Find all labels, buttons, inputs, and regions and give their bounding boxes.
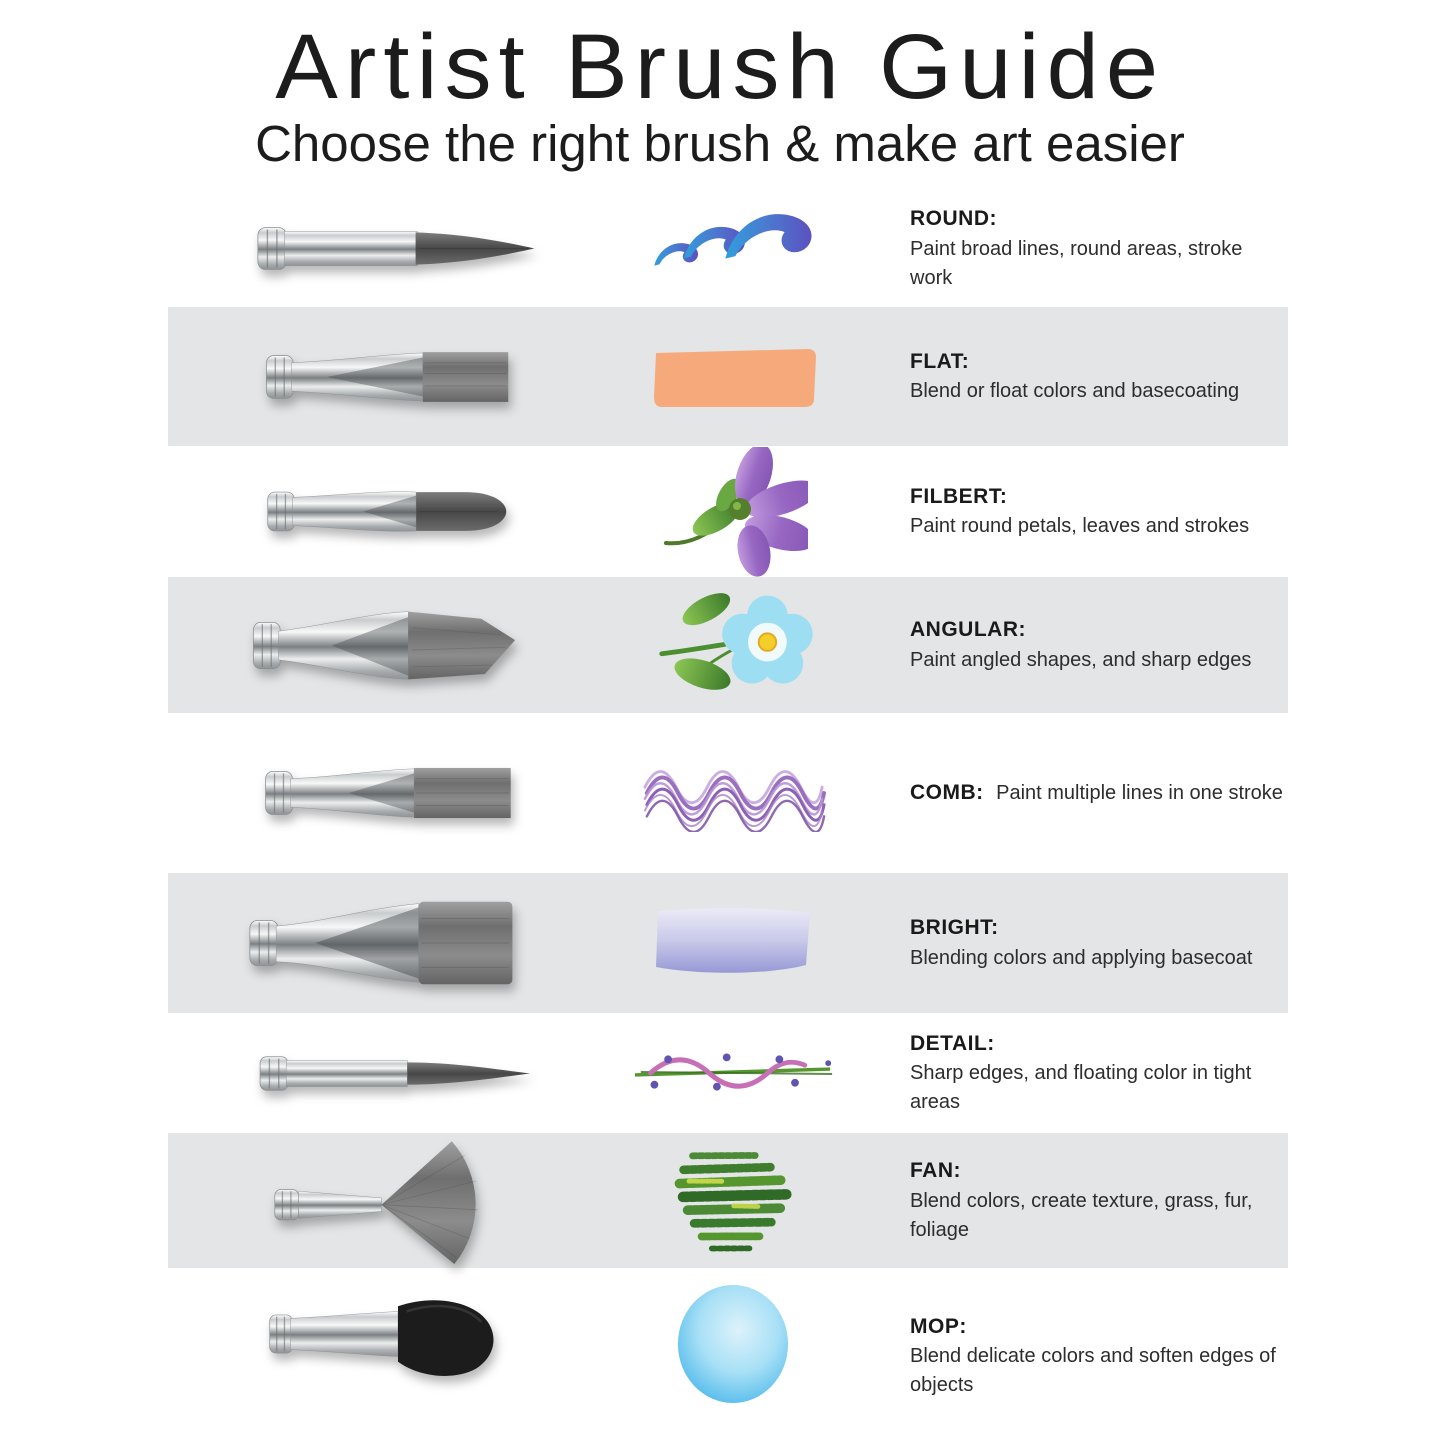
header	[0, 0, 1440, 190]
detail-stroke-sample-icon	[628, 1051, 838, 1095]
row-text-flat	[838, 347, 1288, 406]
brush-row-bright	[168, 873, 1288, 1013]
filbert-brush-icon	[168, 483, 628, 540]
brush-name-label: ROUND:	[910, 207, 997, 231]
round-stroke-sample-icon	[628, 200, 838, 297]
brush-row-filbert	[168, 446, 1288, 577]
angular-brush-icon	[168, 601, 628, 690]
mop-brush-icon	[168, 1282, 628, 1386]
filbert-stroke-sample-icon	[628, 447, 838, 577]
flat-brush-icon	[168, 345, 628, 409]
brush-row-round	[168, 190, 1288, 307]
angular-stroke-sample-icon	[628, 582, 838, 708]
brush-description: Paint angled shapes, and sharp edges	[910, 648, 1252, 671]
mop-stroke-sample-icon	[628, 1282, 838, 1406]
row-text-angular	[838, 615, 1288, 674]
brush-description: Paint round petals, leaves and strokes	[910, 515, 1250, 538]
row-text-mop	[838, 1282, 1288, 1400]
brush-name-label: FILBERT:	[910, 484, 1008, 508]
brush-row-comb	[168, 713, 1288, 873]
round-brush-icon	[168, 218, 628, 279]
row-text-round	[838, 204, 1288, 292]
page-title: Artist Brush Guide	[275, 16, 1165, 118]
flat-stroke-sample-icon	[628, 343, 838, 411]
brush-name-label: BRIGHT:	[910, 916, 999, 940]
row-text-comb	[838, 778, 1288, 808]
row-text-fan	[838, 1156, 1288, 1244]
brush-row-fan	[168, 1133, 1288, 1268]
detail-brush-icon	[168, 1053, 628, 1094]
fan-brush-icon	[168, 1137, 628, 1264]
brush-description: Blending colors and applying basecoat	[910, 946, 1253, 969]
brush-description: Blend delicate colors and soften edges of objects	[910, 1345, 1276, 1397]
brush-description: Sharp edges, and floating color in tight areas	[910, 1062, 1252, 1114]
comb-stroke-sample-icon	[628, 754, 838, 832]
bright-stroke-sample-icon	[628, 903, 838, 983]
brush-name-label: FAN:	[910, 1159, 961, 1183]
row-text-detail	[838, 1029, 1288, 1117]
row-text-bright	[838, 913, 1288, 972]
page-subtitle: Choose the right brush & make art easier	[255, 115, 1185, 173]
brush-description: Blend colors, create texture, grass, fur, foliage	[910, 1189, 1253, 1241]
brush-name-label: DETAIL:	[910, 1031, 995, 1055]
brush-description: Blend or float colors and basecoating	[910, 380, 1240, 403]
row-text-filbert	[838, 482, 1288, 541]
brush-name-label: MOP:	[910, 1315, 967, 1338]
brush-row-flat	[168, 307, 1288, 446]
brush-description: Paint broad lines, round areas, stroke work	[910, 237, 1243, 289]
brush-name-label: FLAT:	[910, 349, 970, 373]
brush-name-label: ANGULAR:	[910, 618, 1026, 642]
brush-name-label: COMB:	[910, 780, 984, 804]
brush-row-mop	[168, 1268, 1288, 1440]
brush-description: Paint multiple lines in one stroke	[996, 781, 1283, 804]
fan-stroke-sample-icon	[628, 1140, 838, 1262]
brush-row-detail	[168, 1013, 1288, 1133]
comb-brush-icon	[168, 759, 628, 827]
bright-brush-icon	[168, 898, 628, 988]
brush-row-angular	[168, 577, 1288, 713]
